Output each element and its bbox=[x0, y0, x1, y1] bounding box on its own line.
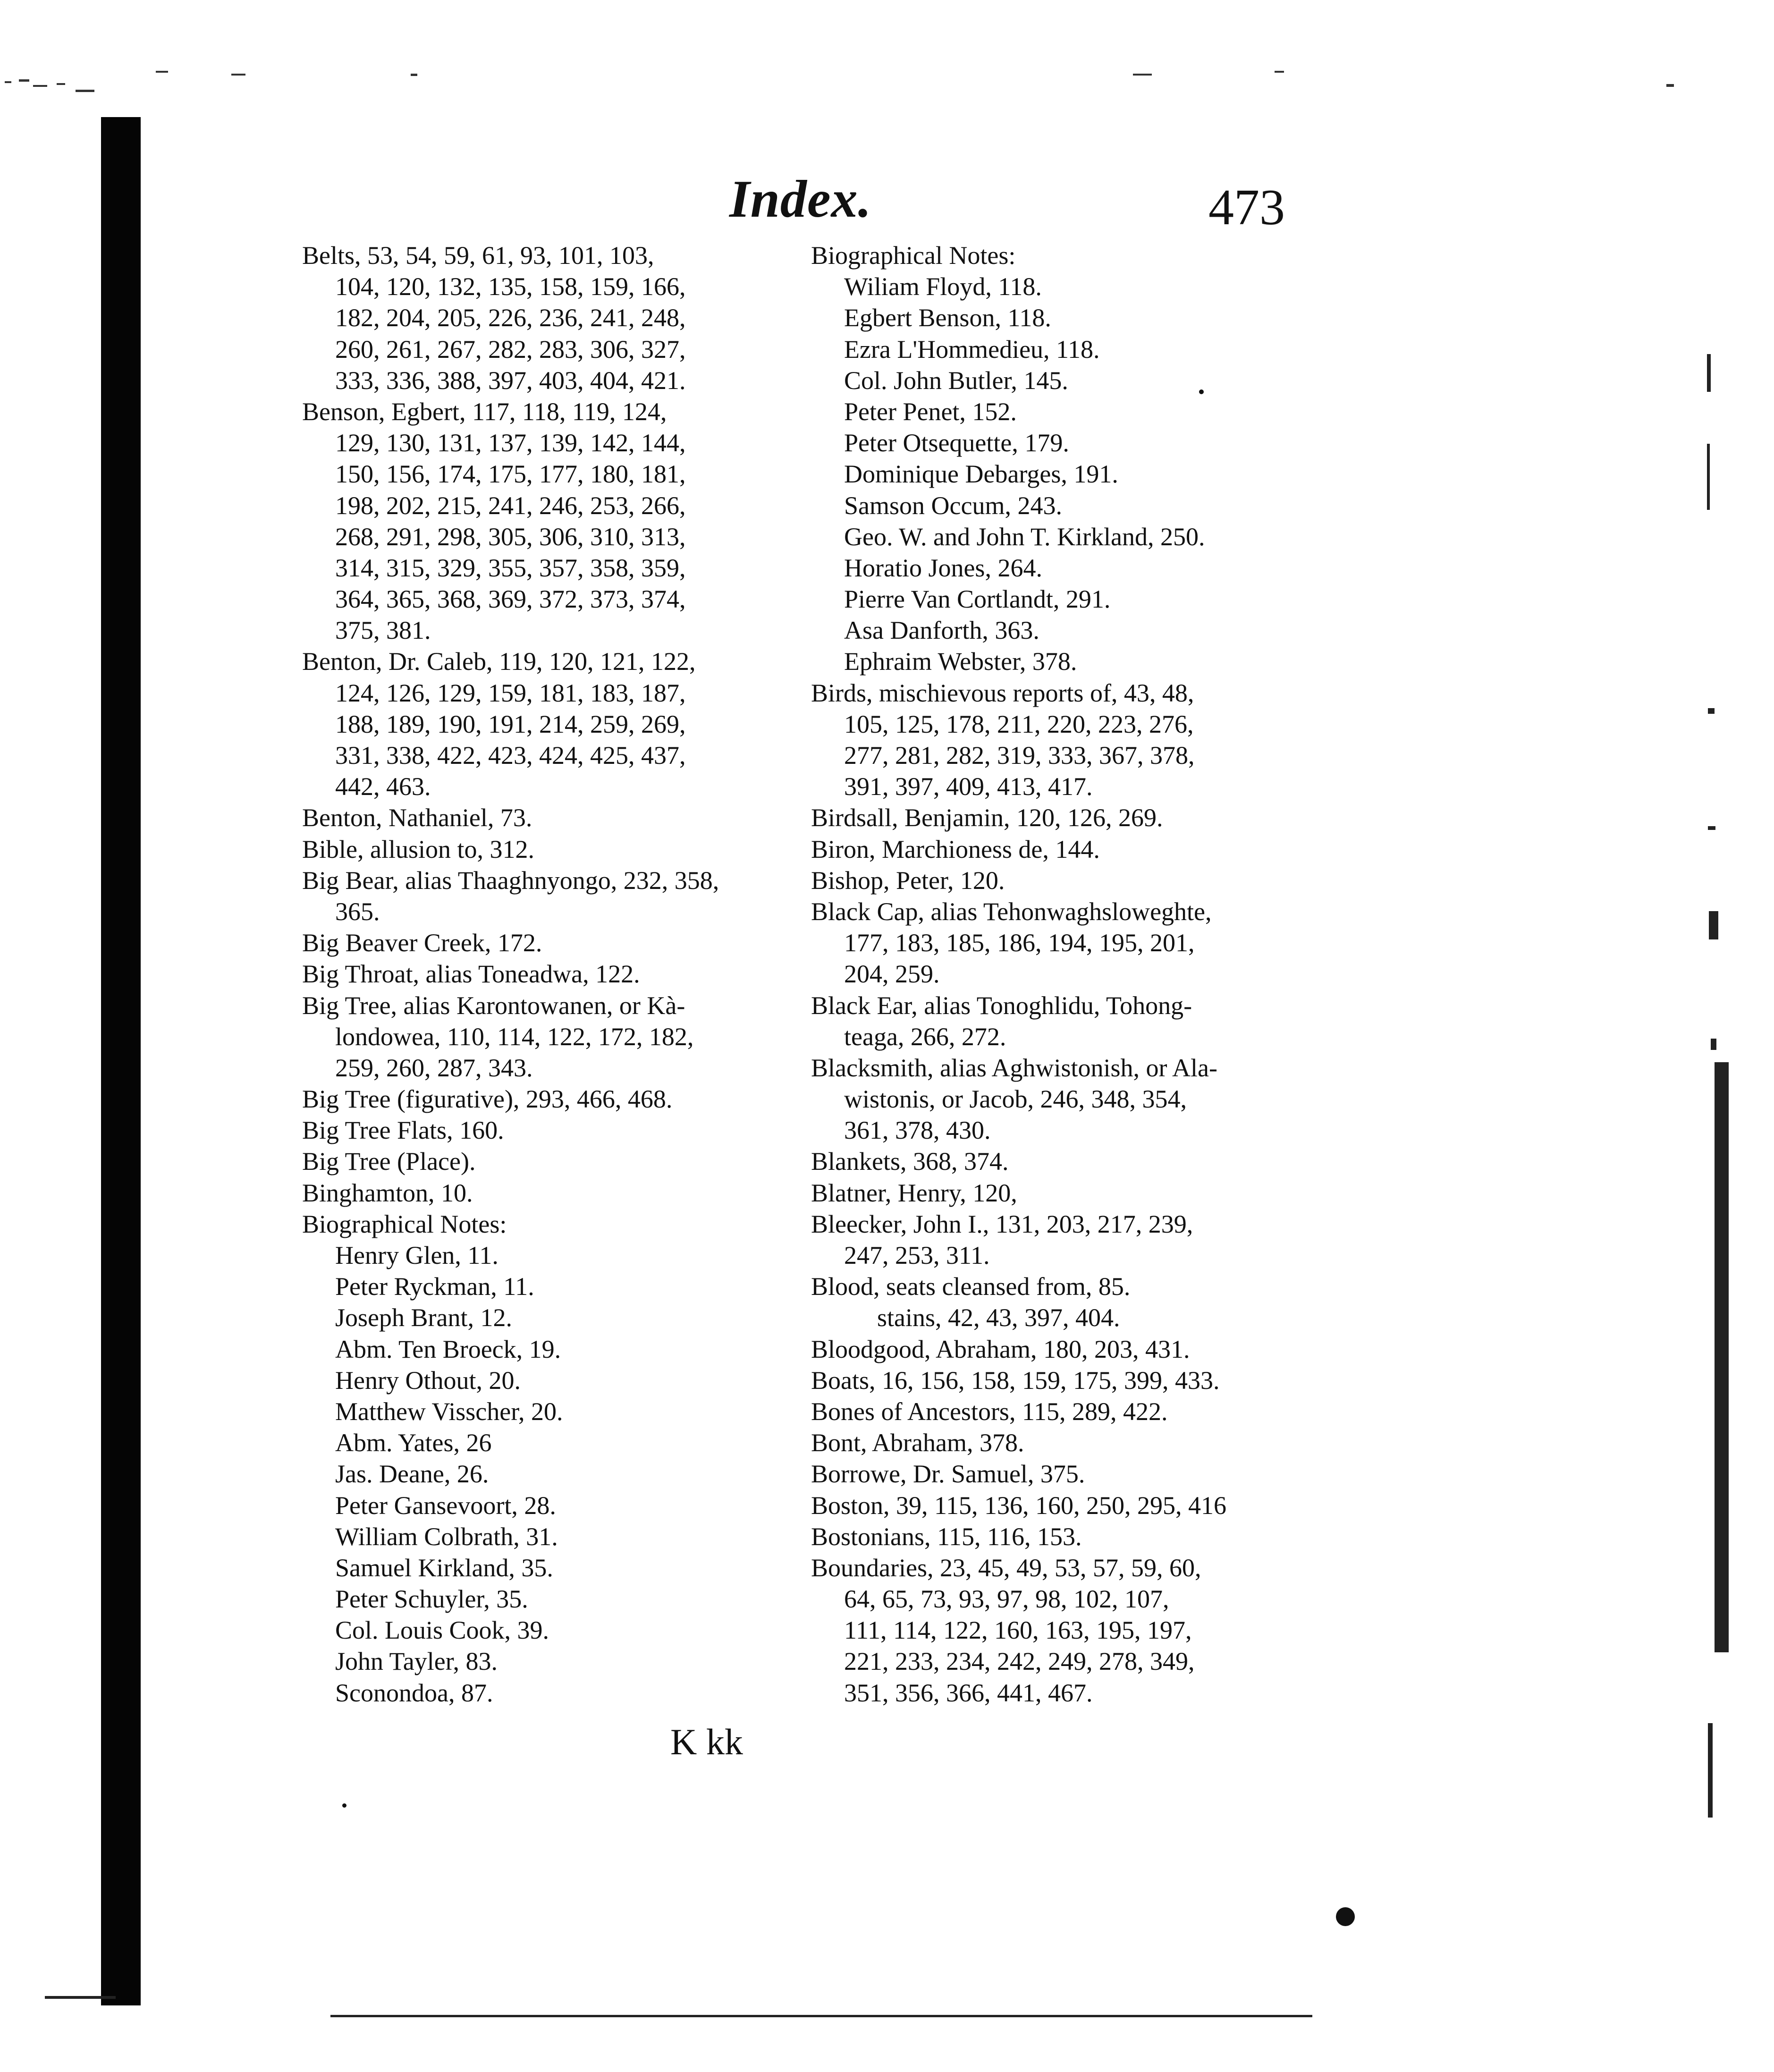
index-entry-line: Bostonians, 115, 116, 153. bbox=[811, 1522, 1082, 1551]
index-entry-line: Biron, Marchioness de, 144. bbox=[811, 835, 1100, 863]
index-entry-line: 442, 463. bbox=[335, 772, 431, 801]
index-entry-line: Col. Louis Cook, 39. bbox=[335, 1616, 549, 1645]
index-entry-line: Biographical Notes: bbox=[302, 1209, 507, 1238]
index-entry-line: 124, 126, 129, 159, 181, 183, 187, bbox=[335, 678, 686, 707]
index-entry-line: Henry Glen, 11. bbox=[335, 1241, 498, 1269]
index-entry-line: Bloodgood, Abraham, 180, 203, 431. bbox=[811, 1335, 1190, 1363]
index-entry-line: 111, 114, 122, 160, 163, 195, 197, bbox=[844, 1616, 1192, 1645]
page-number: 473 bbox=[1208, 179, 1285, 236]
index-entry-line: Black Ear, alias Tonoghlidu, Tohong- bbox=[811, 991, 1192, 1020]
index-entry-line: 247, 253, 311. bbox=[844, 1241, 990, 1269]
index-entry-line: 188, 189, 190, 191, 214, 259, 269, bbox=[335, 710, 686, 738]
index-entry-line: Boats, 16, 156, 158, 159, 175, 399, 433. bbox=[811, 1366, 1220, 1395]
index-entry-line: 182, 204, 205, 226, 236, 241, 248, bbox=[335, 304, 686, 332]
index-entry-line: 391, 397, 409, 413, 417. bbox=[844, 772, 1093, 801]
index-entry-line: Bleecker, John I., 131, 203, 217, 239, bbox=[811, 1209, 1193, 1238]
index-entry-line: John Tayler, 83. bbox=[335, 1647, 498, 1676]
index-entry-line: Joseph Brant, 12. bbox=[335, 1303, 512, 1332]
index-entry-line: 104, 120, 132, 135, 158, 159, 166, bbox=[335, 272, 686, 301]
index-entry-line: 333, 336, 388, 397, 403, 404, 421. bbox=[335, 366, 686, 395]
index-entry-line: 268, 291, 298, 305, 306, 310, 313, bbox=[335, 522, 686, 551]
index-entry-line: Peter Schuyler, 35. bbox=[335, 1585, 528, 1614]
index-entry-line: Big Bear, alias Thaaghnyongo, 232, 358, bbox=[302, 866, 719, 895]
index-entry-line: Big Tree Flats, 160. bbox=[302, 1116, 504, 1145]
index-entry-line: 129, 130, 131, 137, 139, 142, 144, bbox=[335, 429, 686, 457]
index-column-left bbox=[302, 240, 798, 1708]
index-entry-line: stains, 42, 43, 397, 404. bbox=[877, 1303, 1120, 1332]
index-entry-line: 150, 156, 174, 175, 177, 180, 181, bbox=[335, 460, 686, 489]
index-entry-line: 64, 65, 73, 93, 97, 98, 102, 107, bbox=[844, 1585, 1169, 1614]
index-entry-line: Biographical Notes: bbox=[811, 241, 1016, 270]
index-entry-line: Bible, allusion to, 312. bbox=[302, 835, 534, 863]
bottom-rule bbox=[330, 2015, 1312, 2017]
index-entry-line: londowea, 110, 114, 122, 172, 182, bbox=[335, 1022, 694, 1051]
index-entry-line: 314, 315, 329, 355, 357, 358, 359, bbox=[335, 553, 686, 582]
index-entry-line: Binghamton, 10. bbox=[302, 1178, 473, 1207]
index-entry-line: Benson, Egbert, 117, 118, 119, 124, bbox=[302, 397, 667, 426]
index-entry-line: Samuel Kirkland, 35. bbox=[335, 1553, 553, 1582]
signature-mark: K kk bbox=[670, 1721, 743, 1762]
top-edge-specks bbox=[0, 57, 1747, 99]
index-entry-line: Samson Occum, 243. bbox=[844, 491, 1062, 520]
index-entry-line: Dominique Debarges, 191. bbox=[844, 460, 1118, 489]
index-entry-line: Jas. Deane, 26. bbox=[335, 1460, 489, 1488]
index-entry-line: Geo. W. and John T. Kirkland, 250. bbox=[844, 522, 1205, 551]
index-entry-line: Ezra L'Hommedieu, 118. bbox=[844, 335, 1100, 364]
index-entry-line: Horatio Jones, 264. bbox=[844, 553, 1042, 582]
index-entry-line: Henry Othout, 20. bbox=[335, 1366, 521, 1395]
index-entry-line: 105, 125, 178, 211, 220, 223, 276, bbox=[844, 710, 1194, 738]
index-entry-line: Wiliam Floyd, 118. bbox=[844, 272, 1042, 301]
index-entry-line: 221, 233, 234, 242, 249, 278, 349, bbox=[844, 1647, 1195, 1676]
index-entry-line: 277, 281, 282, 319, 333, 367, 378, bbox=[844, 741, 1195, 770]
index-entry-line: Peter Otsequette, 179. bbox=[844, 429, 1069, 457]
page-title: Index. bbox=[729, 170, 872, 228]
ink-speck bbox=[1199, 389, 1204, 394]
index-entry-line: Peter Penet, 152. bbox=[844, 397, 1017, 426]
index-entry-line: Bones of Ancestors, 115, 289, 422. bbox=[811, 1397, 1168, 1426]
index-entry-line: Peter Gansevoort, 28. bbox=[335, 1491, 556, 1520]
index-entry-line: 364, 365, 368, 369, 372, 373, 374, bbox=[335, 585, 686, 614]
index-entry-line: Matthew Visscher, 20. bbox=[335, 1397, 563, 1426]
index-entry-line: William Colbrath, 31. bbox=[335, 1522, 558, 1551]
index-entry-line: Benton, Dr. Caleb, 119, 120, 121, 122, bbox=[302, 647, 696, 676]
ink-speck bbox=[342, 1803, 346, 1808]
index-entry-line: Belts, 53, 54, 59, 61, 93, 101, 103, bbox=[302, 241, 654, 270]
index-entry-line: Benton, Nathaniel, 73. bbox=[302, 803, 532, 832]
index-entry-line: 204, 259. bbox=[844, 960, 940, 989]
index-entry-line: 361, 378, 430. bbox=[844, 1116, 991, 1145]
index-entry-line: Big Tree, alias Karontowanen, or Kà- bbox=[302, 991, 685, 1020]
index-entry-line: Abm. Yates, 26 bbox=[335, 1429, 492, 1457]
index-entry-line: Black Cap, alias Tehonwaghsloweghte, bbox=[811, 897, 1212, 926]
index-entry-line: Big Throat, alias Toneadwa, 122. bbox=[302, 960, 640, 989]
index-entry-line: Birdsall, Benjamin, 120, 126, 269. bbox=[811, 803, 1163, 832]
index-entry-line: Blatner, Henry, 120, bbox=[811, 1178, 1017, 1207]
index-entry-line: Boston, 39, 115, 136, 160, 250, 295, 416 bbox=[811, 1491, 1227, 1520]
index-entry-line: Borrowe, Dr. Samuel, 375. bbox=[811, 1460, 1085, 1488]
binding-spine-shadow bbox=[101, 117, 141, 2005]
index-entry-line: Ephraim Webster, 378. bbox=[844, 647, 1077, 676]
index-entry-line: Col. John Butler, 145. bbox=[844, 366, 1068, 395]
index-column-right bbox=[811, 240, 1321, 1708]
binding-spine-foot bbox=[45, 1996, 116, 1999]
index-entry-line: Pierre Van Cortlandt, 291. bbox=[844, 585, 1111, 614]
index-entry-line: Blood, seats cleansed from, 85. bbox=[811, 1272, 1131, 1301]
right-edge-artifacts bbox=[1704, 330, 1742, 1936]
index-entry-line: Big Beaver Creek, 172. bbox=[302, 929, 542, 957]
index-entry-line: Sconondoa, 87. bbox=[335, 1678, 493, 1707]
index-entry-line: Peter Ryckman, 11. bbox=[335, 1272, 534, 1301]
index-entry-line: Boundaries, 23, 45, 49, 53, 57, 59, 60, bbox=[811, 1553, 1201, 1582]
index-entry-line: 375, 381. bbox=[335, 616, 431, 645]
index-entry-line: Big Tree (Place). bbox=[302, 1147, 476, 1176]
ink-spot bbox=[1336, 1907, 1355, 1926]
index-entry-line: Blankets, 368, 374. bbox=[811, 1147, 1009, 1176]
index-entry-line: 177, 183, 185, 186, 194, 195, 201, bbox=[844, 929, 1195, 957]
index-entry-line: 331, 338, 422, 423, 424, 425, 437, bbox=[335, 741, 686, 770]
index-entry-line: teaga, 266, 272. bbox=[844, 1022, 1006, 1051]
index-entry-line: Big Tree (figurative), 293, 466, 468. bbox=[302, 1085, 673, 1114]
index-entry-line: 259, 260, 287, 343. bbox=[335, 1053, 533, 1082]
index-entry-line: Asa Danforth, 363. bbox=[844, 616, 1039, 645]
index-entry-line: Abm. Ten Broeck, 19. bbox=[335, 1335, 561, 1363]
index-entry-line: Egbert Benson, 118. bbox=[844, 304, 1051, 332]
index-entry-line: 260, 261, 267, 282, 283, 306, 327, bbox=[335, 335, 686, 364]
index-entry-line: 365. bbox=[335, 897, 380, 926]
index-entry-line: 198, 202, 215, 241, 246, 253, 266, bbox=[335, 491, 686, 520]
index-entry-line: Blacksmith, alias Aghwistonish, or Ala- bbox=[811, 1053, 1217, 1082]
index-entry-line: Bont, Abraham, 378. bbox=[811, 1429, 1024, 1457]
index-entry-line: Bishop, Peter, 120. bbox=[811, 866, 1005, 895]
index-entry-line: wistonis, or Jacob, 246, 348, 354, bbox=[844, 1085, 1187, 1114]
index-entry-line: 351, 356, 366, 441, 467. bbox=[844, 1678, 1093, 1707]
index-entry-line: Birds, mischievous reports of, 43, 48, bbox=[811, 678, 1194, 707]
